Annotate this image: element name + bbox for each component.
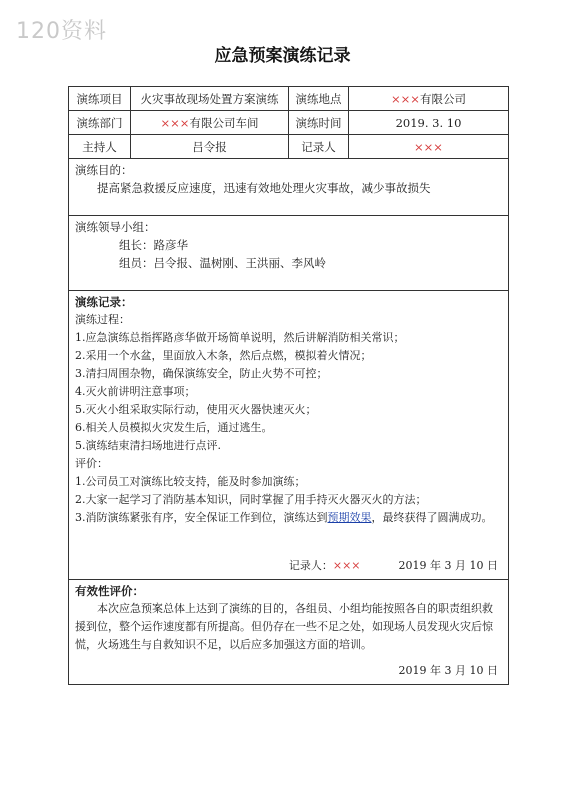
value-recorder: ××× — [349, 135, 509, 159]
record-date: 2019 年 3 月 10 日 — [398, 559, 498, 572]
department-redacted: ××× — [160, 115, 190, 130]
value-drill-location — [349, 87, 509, 111]
value-drill-project: 火灾事故现场处置方案演练 — [131, 87, 289, 111]
members-line: 组员：吕令报、温树刚、王洪丽、李风岭 — [119, 256, 326, 270]
header-row-department — [69, 111, 509, 135]
step-item: 1.应急演练总指挥路彦华做开场简单说明，然后讲解消防相关常识； — [75, 331, 405, 344]
evaluation-item: 1.公司员工对演练比较支持，能及时参加演练； — [75, 475, 306, 488]
leadership-label: 演练领导小组： — [75, 220, 156, 234]
step-item: 3.清扫周围杂物，确保演练安全，防止火势不可控； — [75, 367, 328, 380]
leader-line: 组长：路彦华 — [119, 238, 188, 252]
value-drill-department — [131, 111, 289, 135]
step-item: 5.灭火小组采取实际行动，使用灭火器快速灭火； — [75, 403, 317, 416]
record-row — [69, 291, 509, 580]
label-recorder: 记录人 — [289, 135, 349, 159]
location-redacted: ××× — [391, 91, 420, 106]
label-drill-department: 演练部门 — [69, 111, 131, 135]
header-row-host — [69, 135, 509, 159]
header-row-project — [69, 87, 509, 111]
step-item: 5.演练结束清扫场地进行点评. — [75, 439, 221, 452]
department-suffix: 有限公司车间 — [189, 115, 259, 130]
evaluation-label: 评价： — [75, 457, 108, 470]
effectiveness-label: 有效性评价： — [75, 584, 144, 598]
leadership-row — [69, 216, 509, 291]
value-drill-time: 2019. 3. 10 — [349, 111, 509, 135]
leadership-section — [69, 216, 509, 291]
process-label: 演练过程： — [75, 313, 130, 326]
label-drill-time: 演练时间 — [289, 111, 349, 135]
expected-effect-link[interactable]: 预期效果 — [327, 511, 372, 524]
purpose-text: 提高紧急救援反应速度，迅速有效地处理火灾事故，减少事故损失 — [97, 181, 431, 195]
watermark: 120资料 — [16, 19, 107, 44]
purpose-row — [69, 159, 509, 216]
step-item: 4.灭火前讲明注意事项； — [75, 385, 196, 398]
page-title: 应急预案演练记录 — [214, 46, 351, 66]
label-drill-project: 演练项目 — [69, 87, 131, 111]
recorder-name: ××× — [332, 559, 361, 572]
purpose-section — [69, 159, 509, 216]
record-signature — [75, 557, 502, 575]
effectiveness-text: 本次应急预案总体上达到了演练的目的，各组员、小组均能按照各自的职责组织救援到位，整个运作速度都有所提高。但仍存在一些不足之处，如现场人员发现火灾后惊慌，火场逃生与自救知识不足，以后应多加强这方面的培训。 — [75, 602, 493, 651]
evaluation-item: 2.大家一起学习了消防基本知识，同时掌握了用手持灭火器灭火的方法； — [75, 493, 427, 506]
record-label: 演练记录： — [75, 295, 133, 309]
effectiveness-date: 2019 年 3 月 10 日 — [398, 664, 498, 677]
effectiveness-row — [69, 580, 509, 685]
step-item: 2.采用一个水盆，里面放入木条，然后点燃，模拟着火情况； — [75, 349, 372, 362]
record-section — [69, 291, 509, 580]
recorder-label: 记录人： — [288, 559, 333, 572]
effectiveness-section — [69, 580, 509, 685]
label-drill-location: 演练地点 — [289, 87, 349, 111]
value-host: 吕令报 — [131, 135, 289, 159]
location-suffix: 有限公司 — [419, 91, 466, 106]
step-item: 6.相关人员模拟火灾发生后，通过逃生。 — [75, 421, 273, 434]
drill-record-table — [68, 86, 509, 685]
evaluation-item: 3.消防演练紧张有序，安全保证工作到位，演练达到预期效果，最终获得了圆满成功。 — [75, 511, 493, 524]
purpose-label: 演练目的： — [75, 163, 133, 177]
label-host: 主持人 — [69, 135, 131, 159]
